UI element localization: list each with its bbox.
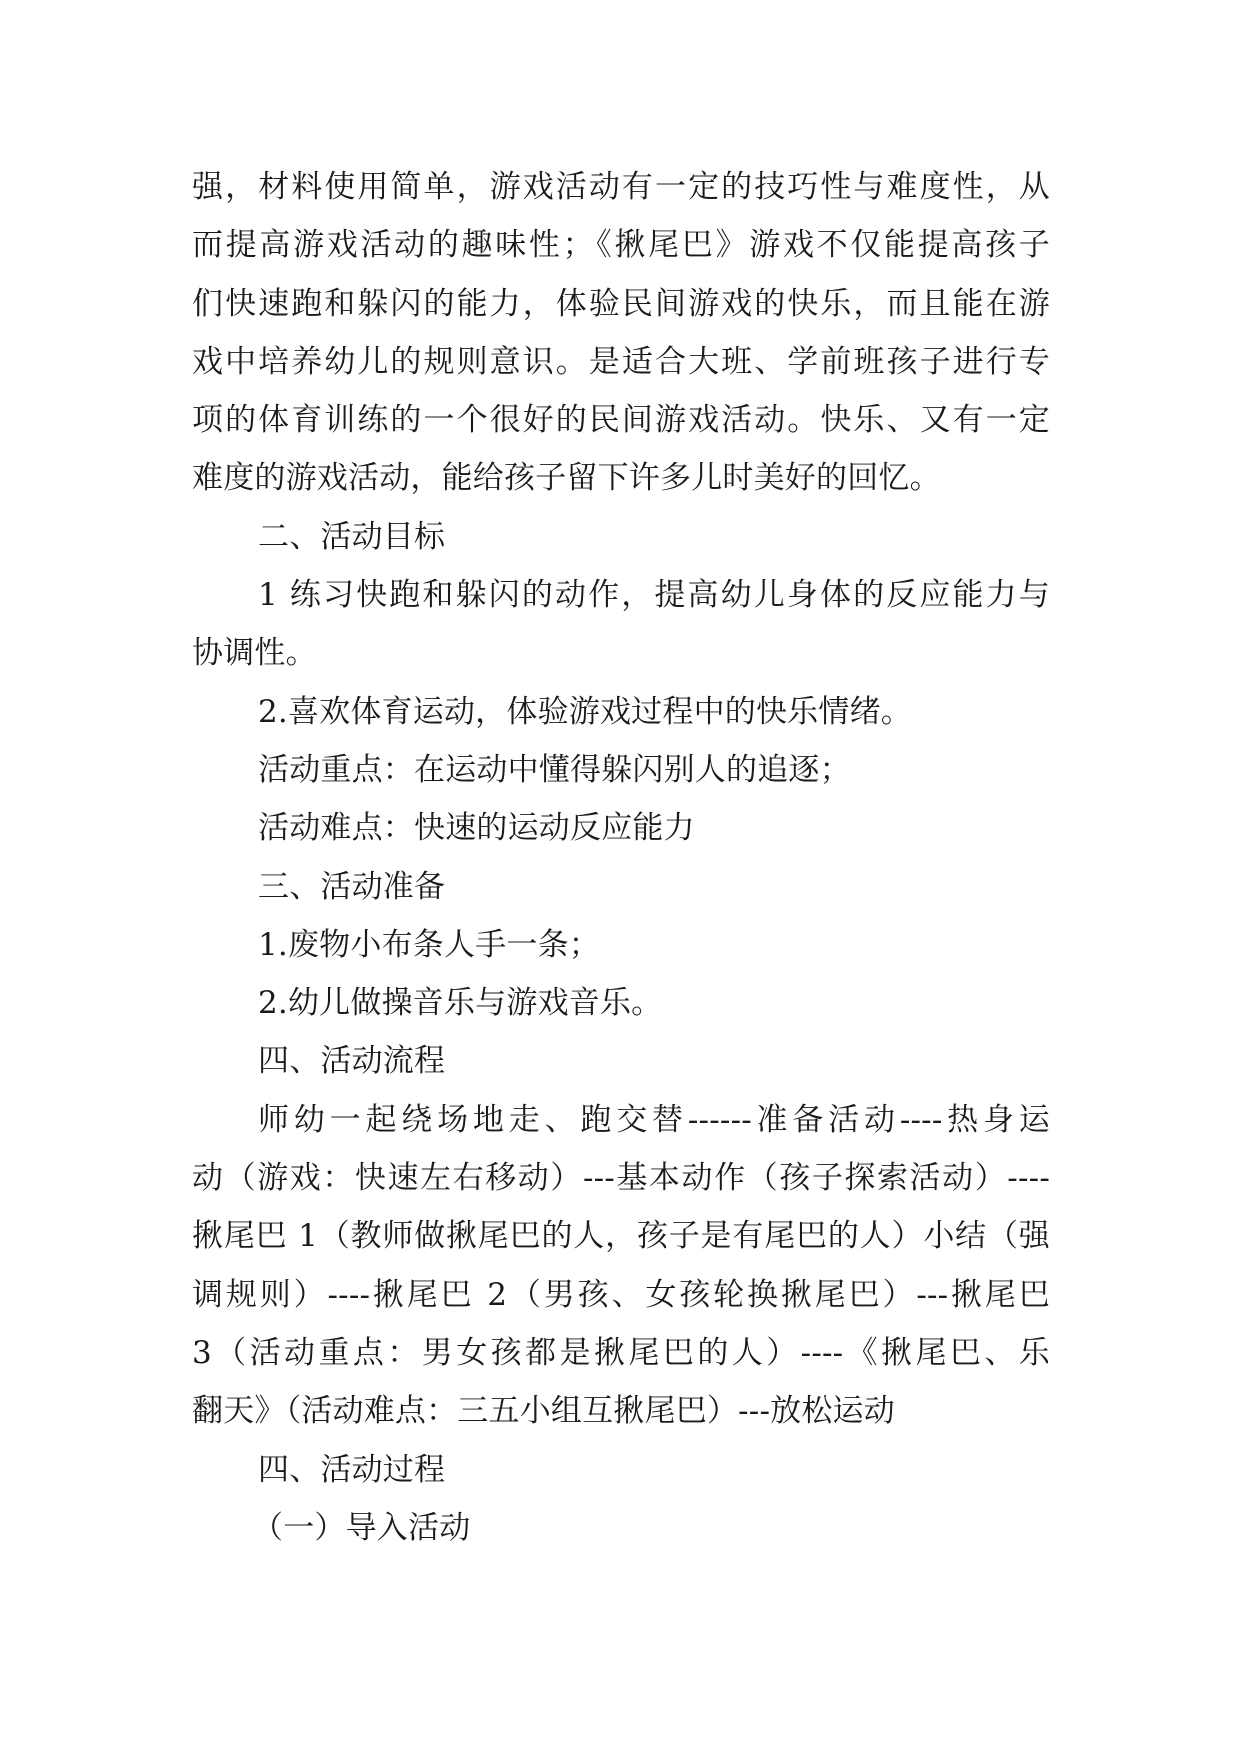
process-flow-line: 动（游戏：快速左右移动）---基本动作（孩子探索活动）----	[192, 1160, 1050, 1197]
list-item: 2.幼儿做操音乐与游戏音乐。	[258, 985, 663, 1022]
section-heading: 四、活动流程	[258, 1043, 446, 1080]
process-flow-line: 翻天》（活动难点：三五小组互揪尾巴）---放松运动	[192, 1393, 895, 1430]
paragraph-line: 强，材料使用简单，游戏活动有一定的技巧性与难度性，从	[192, 169, 1050, 205]
subsection-heading: （一）导入活动	[252, 1509, 471, 1546]
process-flow-line: 3（活动重点：男女孩都是揪尾巴的人）----《揪尾巴、乐	[192, 1334, 1050, 1371]
section-heading: 二、活动目标	[258, 518, 446, 555]
paragraph-line: 们快速跑和躲闪的能力，体验民间游戏的快乐，而且能在游	[192, 285, 1050, 322]
list-item: 1 练习快跑和躲闪的动作，提高幼儿身体的反应能力与	[258, 577, 1050, 614]
paragraph-line: 戏中培养幼儿的规则意识。是适合大班、学前班孩子进行专	[192, 343, 1050, 380]
process-flow-line: 揪尾巴 1（教师做揪尾巴的人，孩子是有尾巴的人）小结（强	[192, 1218, 1050, 1255]
paragraph-line: 而提高游戏活动的趣味性；《揪尾巴》游戏不仅能提高孩子	[192, 227, 1050, 264]
list-item-continuation: 协调性。	[192, 635, 317, 672]
section-heading: 四、活动过程	[258, 1451, 446, 1488]
process-flow-line: 调规则）----揪尾巴 2（男孩、女孩轮换揪尾巴）---揪尾巴	[192, 1276, 1050, 1313]
document-body	[192, 158, 1050, 1557]
paragraph-line: 难度的游戏活动，能给孩子留下许多儿时美好的回忆。	[192, 460, 941, 497]
paragraph-line: 项的体育训练的一个很好的民间游戏活动。快乐、又有一定	[192, 402, 1050, 439]
difficulty-point: 活动难点：快速的运动反应能力	[258, 810, 695, 847]
process-flow-line: 师幼一起绕场地走、跑交替------准备活动----热身运	[258, 1101, 1050, 1138]
section-heading: 三、活动准备	[258, 868, 446, 905]
list-item: 1.废物小布条人手一条；	[258, 926, 600, 963]
key-point: 活动重点：在运动中懂得躲闪别人的追逐；	[258, 751, 851, 788]
list-item: 2.喜欢体育运动，体验游戏过程中的快乐情绪。	[258, 693, 912, 730]
